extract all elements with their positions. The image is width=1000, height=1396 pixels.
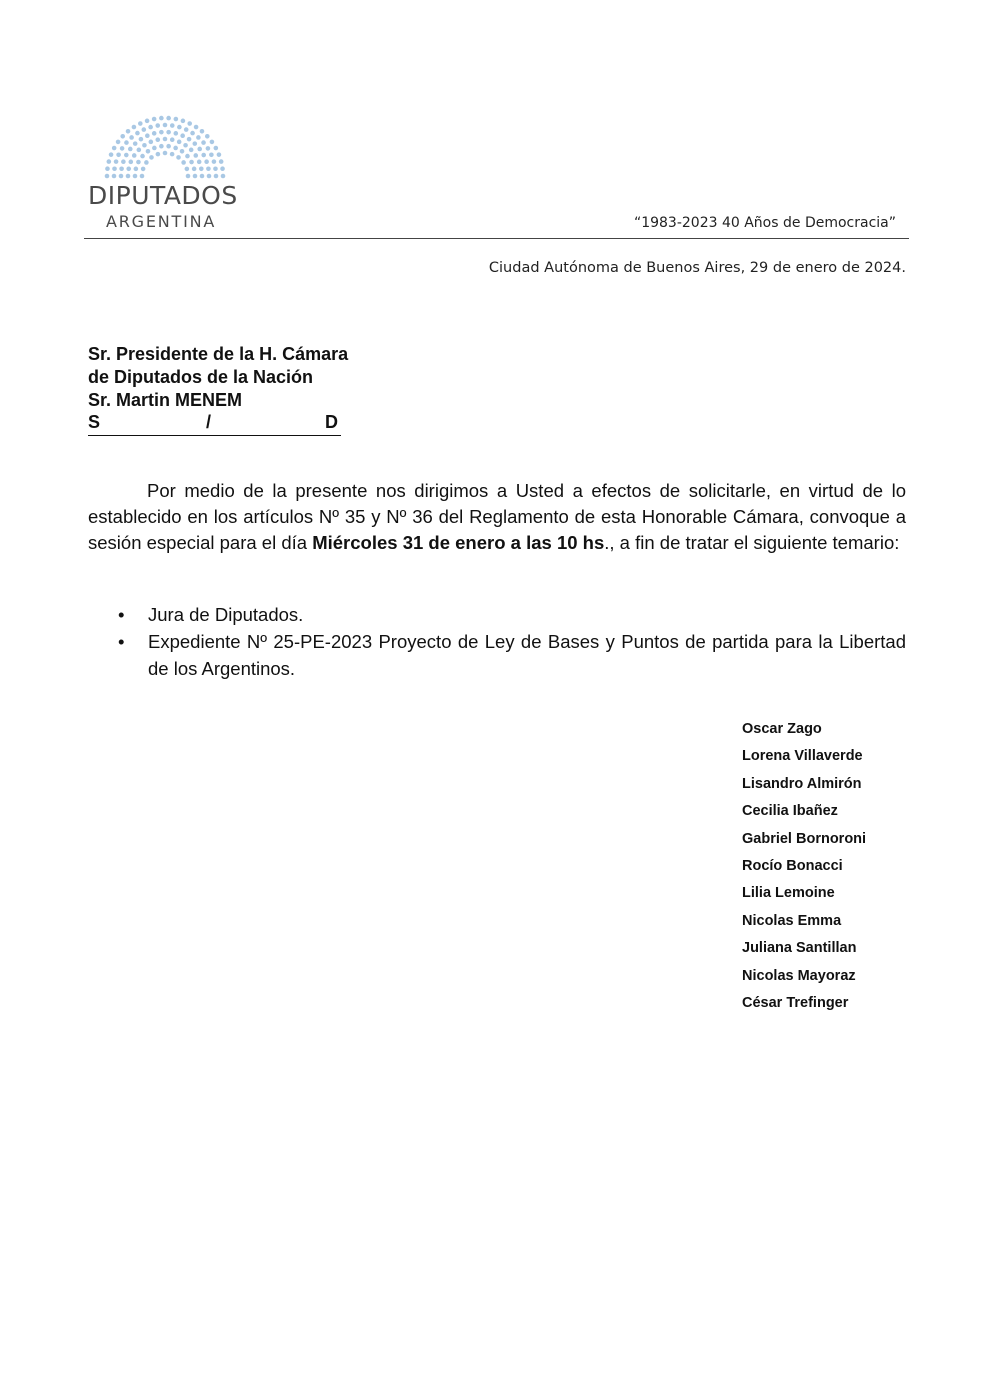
signer-name: Gabriel Bornoroni xyxy=(742,830,867,847)
sd-slash: / xyxy=(206,412,212,432)
header-divider xyxy=(84,238,909,239)
sd-s: S xyxy=(88,412,101,432)
logo-subtitle: ARGENTINA xyxy=(106,212,217,231)
session-date: Miércoles 31 de enero a las 10 hs xyxy=(312,532,605,553)
signer-name: César Trefinger xyxy=(742,994,849,1011)
signers-list xyxy=(742,716,866,1017)
body-text-start: Por medio de la presente nos dirigimos a Usted a efectos de solicitarle, en virtud de lo establecido en los artículos Nº 35 y Nº 36 del Reglamento de esta Honorable Cámara, convoque a sesión especial para el día xyxy=(88,480,906,553)
signer-name: Rocío Bonacci xyxy=(742,857,843,874)
signer-name: Cecilia Ibañez xyxy=(742,803,838,820)
addressee-line-3: Sr. Martin MENEM xyxy=(88,390,243,410)
agenda-item-text: Jura de Diputados. xyxy=(148,604,304,625)
addressee-line-2: de Diputados de la Nación xyxy=(88,367,314,387)
signer-name: Nicolas Emma xyxy=(742,912,842,929)
body-text-end: ., a fin de tratar el siguiente temario: xyxy=(604,532,900,553)
logo-title: DIPUTADOS xyxy=(88,181,238,210)
bullet-icon: • xyxy=(118,604,125,625)
sd-line xyxy=(88,412,341,436)
list-item xyxy=(118,601,906,628)
signer-name: Juliana Santillan xyxy=(742,940,857,957)
body-paragraph xyxy=(88,478,906,556)
list-item xyxy=(118,628,906,682)
dateline: Ciudad Autónoma de Buenos Aires, 29 de enero de 2024. xyxy=(488,260,906,276)
addressee-line-1: Sr. Presidente de la H. Cámara xyxy=(88,344,349,364)
sd-d: D xyxy=(325,412,338,432)
agenda-item-text: Expediente Nº 25-PE-2023 Proyecto de Ley de Bases y Puntos de partida para la Libertad de los Argentinos. xyxy=(148,631,906,679)
hemicycle-logo-icon xyxy=(100,112,230,180)
signer-name: Lisandro Almirón xyxy=(742,775,862,792)
agenda-list xyxy=(118,601,906,682)
signer-name: Lorena Villaverde xyxy=(742,748,863,765)
signer-name: Nicolas Mayoraz xyxy=(742,967,856,984)
header-motto: “1983-2023 40 Años de Democracia” xyxy=(633,215,896,231)
bullet-icon: • xyxy=(118,631,125,652)
signer-name: Lilia Lemoine xyxy=(742,885,835,902)
signer-name: Oscar Zago xyxy=(742,721,822,737)
